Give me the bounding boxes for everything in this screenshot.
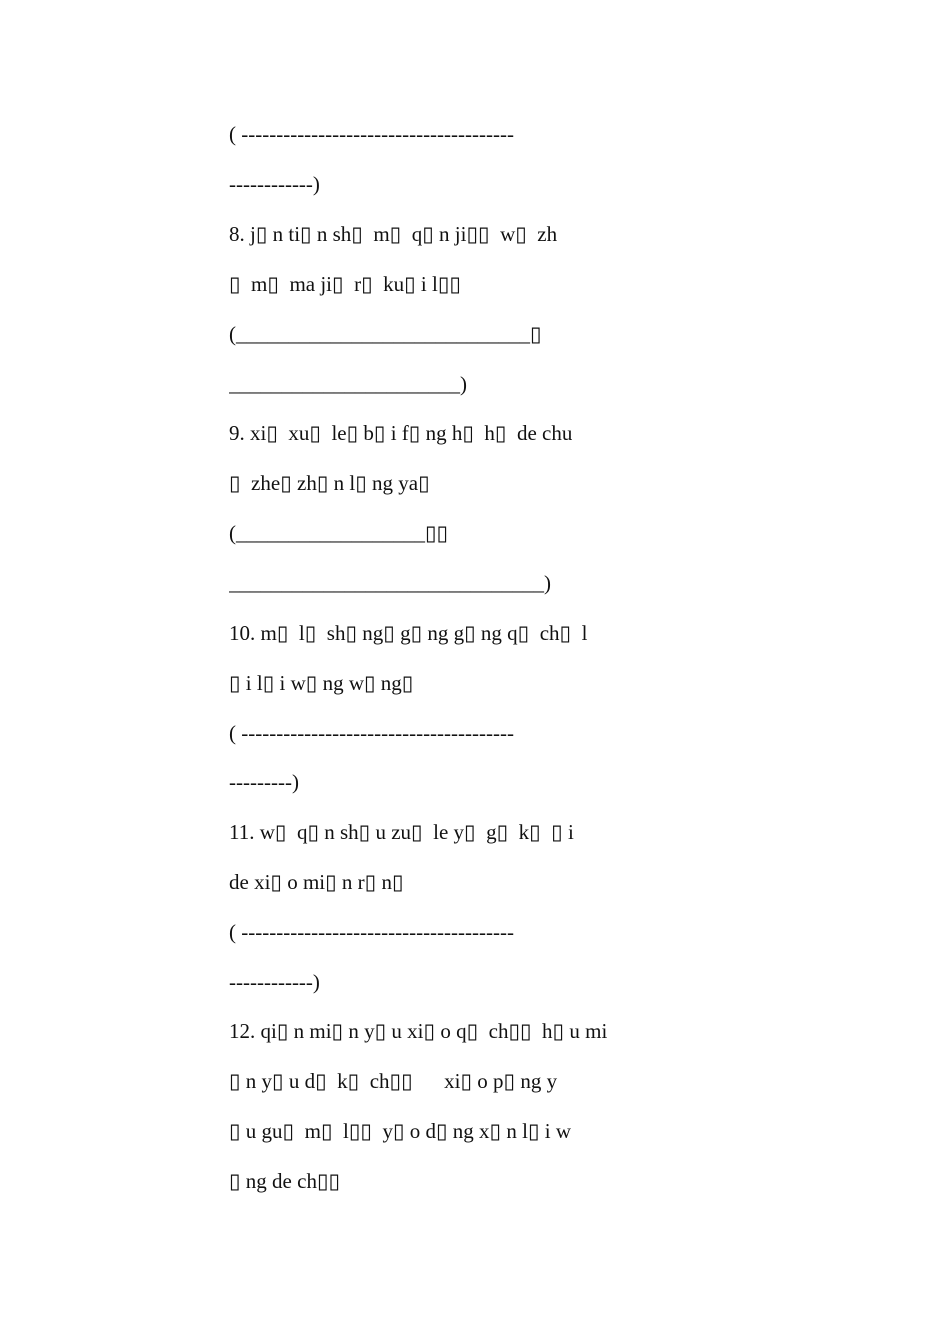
answer-line-7-part-2: ------------) — [229, 172, 320, 196]
answer-line-10-part-2: ---------) — [229, 770, 299, 794]
answer-line-8-part-1: (____________________________▯ — [229, 322, 542, 346]
question-10-line-1: 10. m▯ l▯ sh▯ ng▯ g▯ ng g▯ ng q▯ ch▯ l — [229, 621, 588, 645]
answer-line-11-part-1: ( --------------------------------------- — [229, 920, 514, 944]
answer-line-7-part-1: ( --------------------------------------- — [229, 122, 514, 146]
question-9-line-2: ▯ zhe▯ zh▯ n l▯ ng ya▯ — [229, 471, 430, 495]
question-12-line-1: 12. qi▯ n mi▯ n y▯ u xi▯ o q▯ ch▯▯ h▯ u mi — [229, 1019, 608, 1043]
question-12-line-3: ▯ u gu▯ m▯ l▯▯ y▯ o d▯ ng x▯ n l▯ i w — [229, 1119, 572, 1143]
question-8-line-2: ▯ m▯ ma ji▯ r▯ ku▯ i l▯▯ — [229, 272, 461, 296]
question-8-line-1: 8. j▯ n ti▯ n sh▯ m▯ q▯ n ji▯▯ w▯ zh — [229, 222, 558, 246]
answer-line-9-part-2: ______________________________) — [229, 571, 551, 595]
answer-line-10-part-1: ( --------------------------------------- — [229, 721, 514, 745]
answer-line-8-part-2: ______________________) — [229, 372, 467, 396]
question-10-line-2: ▯ i l▯ i w▯ ng w▯ ng▯ — [229, 671, 414, 695]
question-12-line-4: ▯ ng de ch▯▯ — [229, 1169, 341, 1193]
answer-line-9-part-1: (__________________▯▯ — [229, 521, 449, 545]
question-11-line-1: 11. w▯ q▯ n sh▯ u zu▯ le y▯ g▯ k▯ ▯ i — [229, 820, 574, 844]
question-9-line-1: 9. xi▯ xu▯ le▯ b▯ i f▯ ng h▯ h▯ de chu — [229, 421, 573, 445]
answer-line-11-part-2: ------------) — [229, 970, 320, 994]
question-11-line-2: de xi▯ o mi▯ n r▯ n▯ — [229, 870, 404, 894]
question-12-line-2: ▯ n y▯ u d▯ k▯ ch▯▯ xi▯ o p▯ ng y — [229, 1069, 558, 1093]
